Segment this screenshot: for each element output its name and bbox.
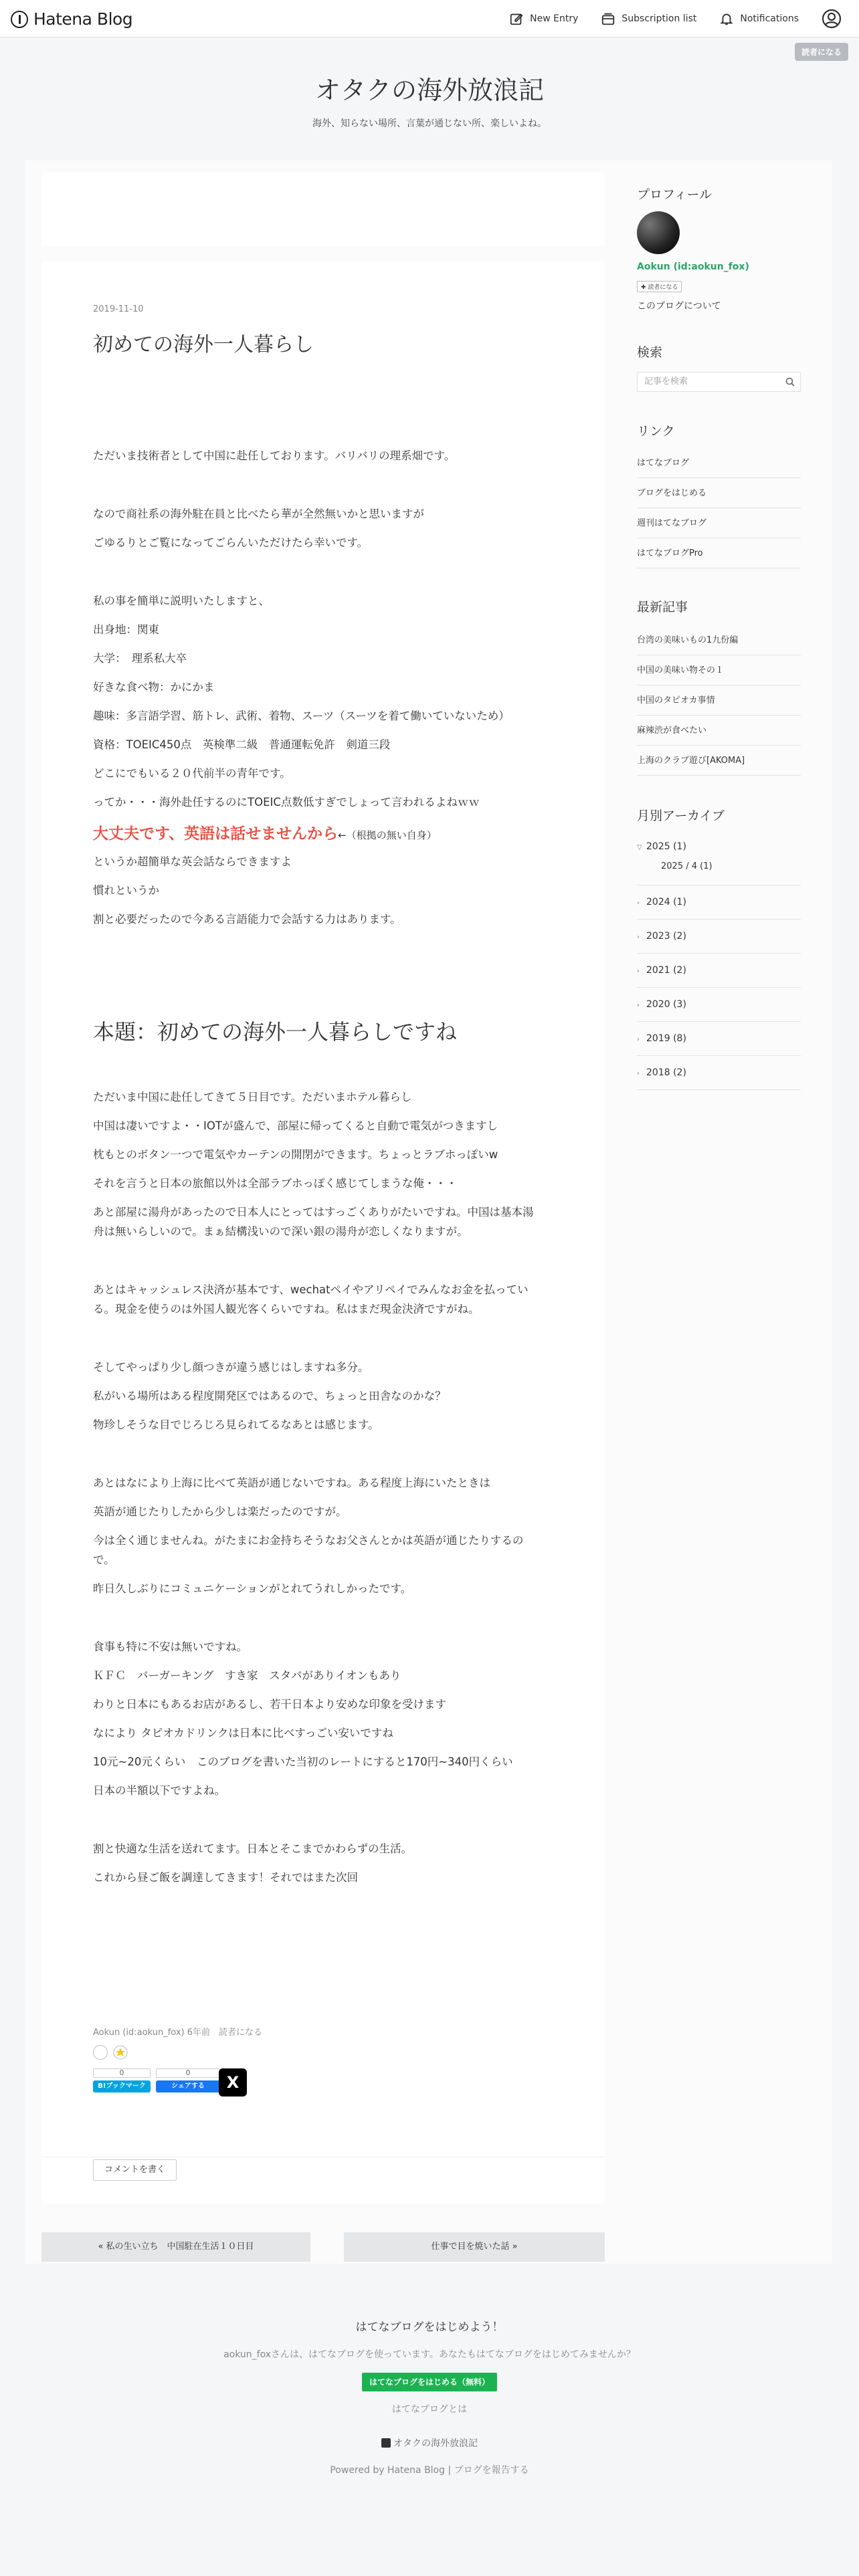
subscription-list-label: Subscription list <box>622 13 697 24</box>
footer-blog-title: オタクの海外放浪記 <box>393 2438 478 2449</box>
user-menu-icon[interactable] <box>822 9 842 29</box>
bookmark-label: B!ブックマーク <box>93 2080 151 2092</box>
body-line: 食事も特に不安は無いですね。 <box>93 1640 248 1653</box>
body-line: 私の事を簡単に説明いたしますと、 <box>93 595 270 607</box>
chevron-down-icon[interactable]: ▽ <box>637 844 642 851</box>
entry-date[interactable]: 2019-11-10 <box>93 304 144 314</box>
links-heading: リンク <box>637 424 675 439</box>
chevron-right-icon: › <box>637 1070 640 1077</box>
hatena-blog-logo[interactable] <box>11 9 132 29</box>
chevron-right-icon: › <box>637 1002 640 1009</box>
prev-entry-link[interactable]: « 私の生い立ち 中国駐在生活１０日目 <box>41 2232 310 2262</box>
blog-title[interactable]: オタクの海外放浪記 <box>314 76 544 105</box>
subscription-list-button[interactable] <box>601 11 696 26</box>
edit-icon <box>509 11 524 26</box>
body-line: 趣味：多言語学習、筋トレ、武術、着物、スーツ（スーツを着て働いていないため） <box>93 710 510 722</box>
body-line: る。現金を使うのは外国人観光客くらいですね。私はまだ現金決済ですがね。 <box>93 1303 480 1315</box>
body-line: それを言うと日本の旅館以外は全部ラブホっぽく感じてしまうな俺・・・ <box>93 1177 458 1190</box>
body-line: 10元~20元くらい このブログを書いた当初のレートにすると170円~340円くらい <box>93 1755 513 1768</box>
sidebar-link[interactable]: はてなブログPro <box>637 538 801 568</box>
notifications-label: Notifications <box>740 13 799 24</box>
chevron-right-icon: › <box>637 1036 640 1043</box>
write-comment-button[interactable]: コメントを書く <box>93 2159 177 2181</box>
archive-year-label: 2024 (1) <box>646 897 686 907</box>
archive-year-item[interactable] <box>637 1022 801 1056</box>
archive-year-label[interactable]: 2025 (1) <box>646 841 686 852</box>
body-line: 英語が通じたりしたから少しは楽だったのですが。 <box>93 1505 347 1518</box>
recent-heading: 最新記事 <box>637 600 688 615</box>
archive-year-item[interactable] <box>637 836 801 885</box>
entry-author-line[interactable]: Aokun (id:aokun_fox) 6年前 読者になる <box>93 2028 262 2038</box>
body-line: ってか・・・海外赴任するのにTOEIC点数低すぎでしょって言われるよねｗｗ <box>93 796 480 809</box>
body-line: 中国は凄いですよ・・IOTが盛んで、部屋に帰ってくると自動で電気がつきますし <box>93 1119 498 1132</box>
body-line: 日本の半額以下ですよね。 <box>93 1784 225 1797</box>
footer-title: はてなブログをはじめよう！ <box>355 2321 504 2334</box>
recent-entry-link[interactable]: 中国のタピオカ事情 <box>637 685 801 716</box>
entry-article <box>41 261 605 2204</box>
search-icon[interactable] <box>785 377 795 387</box>
footer-text: aokun_foxさんは、はてなブログを使っています。あなたもはてなブログをはじめてみませんか？ <box>223 2349 636 2360</box>
emphasis-text: 大丈夫です、英語は話せませんから <box>93 825 339 843</box>
body-line: 物珍しそうな目でじろじろ見られてるなあとは感じます。 <box>93 1418 379 1431</box>
archive-year-label: 2018 (2) <box>646 1067 686 1078</box>
body-line: ただいま中国に赴任してきて５日目です。ただいまホテル暮らし <box>93 1091 412 1103</box>
body-line: なので商社系の海外駐在員と比べたら華が全然無いかと思いますが <box>93 508 424 520</box>
body-line: どこにでもいる２０代前半の青年です。 <box>93 767 291 780</box>
chevron-right-icon: › <box>637 934 640 941</box>
facebook-count: 0 <box>156 2068 220 2078</box>
global-header <box>0 0 859 37</box>
sidebar-link[interactable]: ブログをはじめる <box>637 478 801 508</box>
emphasis-line <box>93 821 437 843</box>
body-line: 舟は無いらしいので。まぁ結構浅いので深い銀の湯舟が恋しくなりますが。 <box>93 1225 468 1238</box>
archive-heading: 月別アーカイブ <box>637 809 725 823</box>
blog-description: 海外、知らない場所、言葉が通じない所、楽しいよね。 <box>312 118 547 129</box>
archive-month-link[interactable]: 2025 / 4 (1) <box>661 861 712 871</box>
sidebar-link[interactable]: 週刊はてなブログ <box>637 508 801 538</box>
body-line: 私がいる場所はある程度開発区ではあるので、ちょっと田舎なのかな？ <box>93 1390 446 1402</box>
recent-entry-link[interactable]: 上海のクラブ遊び[AKOMA] <box>637 746 801 776</box>
new-entry-label: New Entry <box>530 13 579 24</box>
sidebar-link[interactable]: はてなブログ <box>637 448 801 478</box>
add-star-icon[interactable] <box>113 2045 128 2060</box>
archive-year-label: 2019 (8) <box>646 1033 686 1044</box>
profile-name[interactable]: Aokun (id:aokun_fox) <box>637 261 749 272</box>
body-line: ただいま技術者として中国に赴任しております。バリバリの理系畑です。 <box>93 449 456 462</box>
powered-by-text[interactable]: Powered by Hatena Blog | ブログを報告する <box>330 2465 529 2476</box>
body-line: 昨日久しぶりにコミュニケーションがとれてうれしかったです。 <box>93 1582 412 1595</box>
facebook-label: シェアする <box>156 2080 220 2092</box>
body-line: で。 <box>93 1553 115 1566</box>
logo-text: Hatena Blog <box>33 9 133 29</box>
x-share-button[interactable]: X <box>219 2068 247 2097</box>
body-line: あとはキャッシュレス決済が基本です、wechatペイやアリペイでみんなお金を払ってい <box>93 1283 529 1296</box>
recent-entry-link[interactable]: 中国の美味い物その１ <box>637 655 801 685</box>
facebook-share-button[interactable] <box>156 2068 220 2092</box>
profile-subscribe-label: 読者になる <box>648 284 678 291</box>
body-line: わりと日本にもあるお店があるし、若干日本より安めな印象を受けます <box>93 1698 446 1711</box>
search-heading: 検索 <box>637 345 663 360</box>
body-line: 出身地：関東 <box>93 623 159 636</box>
header-nav <box>509 0 859 37</box>
about-hatena-blog-link[interactable]: はてなブログとは <box>391 2404 468 2415</box>
hatena-bookmark-button[interactable] <box>93 2068 151 2092</box>
search-placeholder: 記事を検索 <box>644 377 688 387</box>
archive-year-item[interactable] <box>637 920 801 954</box>
body-line: 大学： 理系私大卒 <box>93 652 187 665</box>
body-line: あとはなにより上海に比べて英語が通じないですね。ある程度上海にいたときは <box>93 1477 490 1489</box>
links-list <box>637 448 801 568</box>
profile-heading: プロフィール <box>637 187 712 202</box>
blog-icon <box>381 2438 391 2448</box>
archive-year-label: 2021 (2) <box>646 965 686 976</box>
archive-list <box>637 836 801 1090</box>
about-blog-link[interactable]: このブログについて <box>637 301 721 312</box>
hatena-logo-icon <box>11 11 28 28</box>
recent-entry-link[interactable]: 麻辣渋が食べたい <box>637 716 801 746</box>
new-entry-button[interactable] <box>509 11 578 26</box>
chevron-right-icon: › <box>637 968 640 975</box>
body-line: 割と快適な生活を送れてます。日本とそこまでかわらずの生活。 <box>93 1842 413 1855</box>
next-entry-link[interactable]: 仕事で目を焼いた話 » <box>344 2232 605 2262</box>
ad-box <box>41 173 605 246</box>
body-line: これから昼ご飯を調達してきます！それではまた次回 <box>93 1871 358 1884</box>
body-line: なにより タピオカドリンクは日本に比べすっごい安いですね <box>93 1727 393 1739</box>
body-line: 資格：TOEIC450点 英検準二級 普通運転免許 剣道三段 <box>93 738 391 751</box>
body-line: 割と必要だったので今ある言語能力で会話する力はあります。 <box>93 913 401 926</box>
archive-year-label: 2020 (3) <box>646 999 686 1010</box>
entry-title[interactable]: 初めての海外一人暮らし <box>93 333 314 356</box>
archive-year-item[interactable] <box>637 954 801 988</box>
archive-year-item[interactable] <box>637 885 801 920</box>
body-line: 枕もとのボタン一つで電気やカーテンの開閉ができます。ちょっとラブホっぽいw <box>93 1148 498 1161</box>
body-line: 慣れというか <box>93 884 159 897</box>
body-line: 今は全く通じませんね。がたまにお金持ちそうなお父さんとかは英語が通じたりするの <box>93 1534 524 1547</box>
body-line: ごゆるりとご覧になってごらんいただけたら幸いです。 <box>93 536 369 549</box>
subscribe-badge-button[interactable]: 読者になる <box>795 43 848 61</box>
bookmark-count: 0 <box>93 2068 151 2078</box>
footer-blog-link[interactable] <box>0 2436 859 2450</box>
body-line: というか超簡単な英会話ならできますよ <box>93 855 292 868</box>
body-line: ＫＦＣ バーガーキング すき家 スタバがありイオンもあり <box>93 1669 401 1682</box>
chevron-right-icon: › <box>637 899 640 907</box>
bell-icon <box>719 11 734 26</box>
body-line: あと部屋に湯舟があったので日本人にとってはすっごくありがたいですね。中国は基本湯 <box>93 1206 534 1218</box>
body-line: 好きな食べ物：かにかま <box>93 681 215 693</box>
body-line: そしてやっぱり少し顔つきが違う感じはしますね多分。 <box>93 1361 369 1374</box>
start-blog-button[interactable]: はてなブログをはじめる（無料） <box>362 2373 497 2391</box>
subscription-icon <box>601 11 615 26</box>
recent-entry-link[interactable]: 台湾の美味いもの1九份編 <box>637 625 801 655</box>
comment-section <box>41 2157 605 2204</box>
star-icon[interactable] <box>93 2045 108 2060</box>
avatar[interactable] <box>637 211 680 254</box>
emphasis-note: ←（根拠の無い自身） <box>338 829 437 841</box>
archive-year-label: 2023 (2) <box>646 931 686 942</box>
archive-year-item[interactable] <box>637 1056 801 1090</box>
profile-subscribe-button[interactable]: ✚ 読者になる <box>637 281 682 292</box>
notifications-button[interactable] <box>719 11 799 26</box>
archive-year-item[interactable] <box>637 988 801 1022</box>
recent-list <box>637 625 801 776</box>
section-heading: 本題：初めての海外一人暮らしですね <box>93 1019 458 1045</box>
search-input[interactable] <box>637 372 801 392</box>
